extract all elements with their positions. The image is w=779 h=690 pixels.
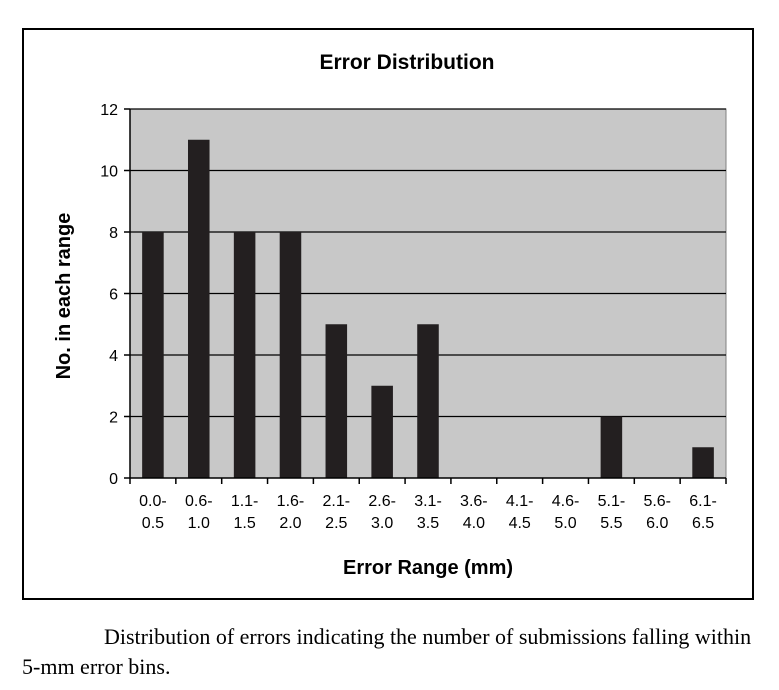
y-tick-label: 0 [109, 471, 118, 488]
x-tick-label: 6.1-6.5 [689, 493, 717, 532]
bar [188, 140, 210, 478]
y-tick-label: 10 [100, 163, 118, 181]
y-tick-label: 12 [100, 102, 118, 119]
y-tick-labels [100, 102, 118, 488]
bar [601, 417, 623, 479]
bar [234, 232, 256, 478]
bar [326, 324, 348, 478]
y-tick-label: 2 [109, 409, 118, 427]
x-tick-label: 4.6-5.0 [551, 493, 580, 532]
x-tick-label: 2.6-3.0 [368, 493, 396, 532]
x-tick-label: 5.6-6.0 [643, 493, 672, 532]
x-tick-label: 1.1-1.5 [230, 493, 259, 532]
x-tick-label: 2.1-2.5 [322, 493, 351, 532]
x-tick-label: 1.6-2.0 [276, 493, 305, 532]
bar [371, 386, 393, 478]
bar [280, 232, 302, 478]
x-tick-label: 3.6-4.0 [460, 493, 488, 532]
figure-caption: Distribution of errors indicating the number of submissions falling within 5-mm error bins. [22, 624, 752, 679]
bar [692, 447, 714, 478]
x-tick-label: 3.1-3.5 [414, 493, 442, 532]
bar [142, 232, 164, 478]
y-tick-label: 6 [109, 286, 118, 304]
x-tick-label: 5.1-5.5 [597, 493, 626, 532]
chart-title: Error Distribution [319, 51, 495, 74]
y-tick-label: 4 [109, 348, 118, 365]
y-tick-label: 8 [109, 225, 118, 242]
x-tick-labels [139, 493, 717, 532]
y-axis-title: No. in each range [53, 212, 75, 380]
bar [417, 324, 439, 478]
x-axis-title: Error Range (mm) [342, 557, 514, 579]
x-tick-label: 4.1-4.5 [505, 493, 534, 532]
x-tick-label: 0.0-0.5 [139, 493, 167, 532]
x-tick-label: 0.6-1.0 [184, 493, 213, 532]
